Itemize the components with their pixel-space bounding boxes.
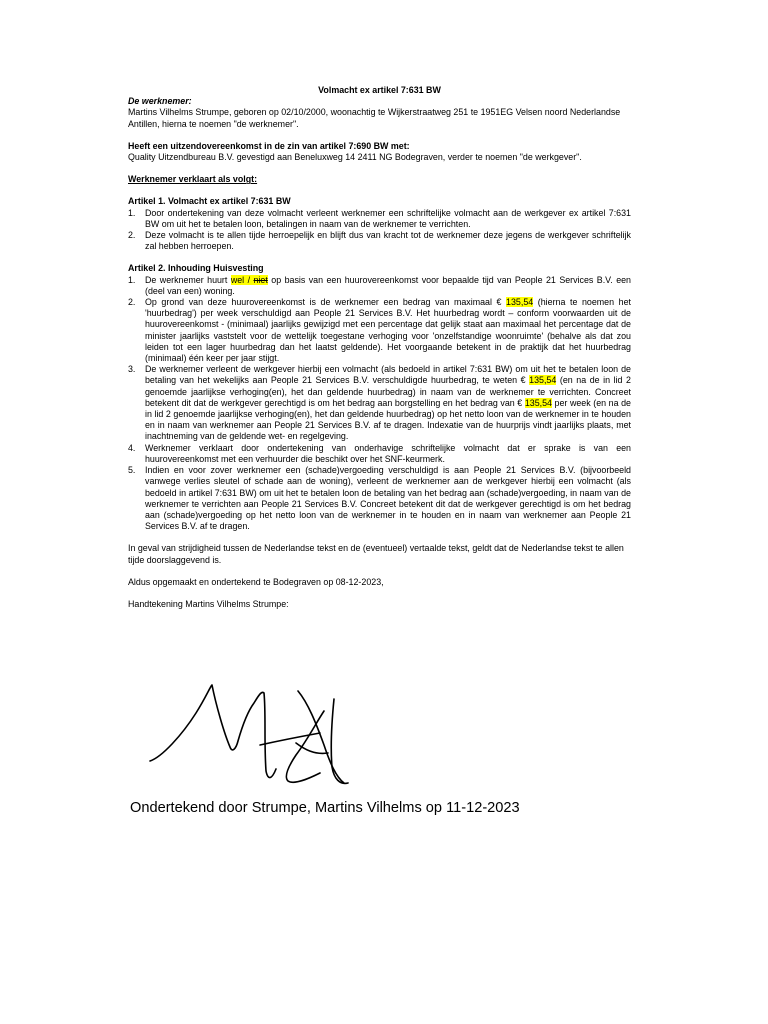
- list-item-text: per week (en na de in lid 2 genoemde jaarlijkse verhoging(en), het dan geldende huurbedrag) op het netto loon van de werknemer in te houden en in naam van werknemer aan People 21 Services B.V. af te dragen. Indexatie van de huurprijs vindt jaarlijks plaats, met inachtneming van de geldende wet- en regelgeving.: [145, 397, 631, 442]
- list-number: 5.: [128, 465, 136, 476]
- list-item: [128, 297, 631, 364]
- list-number: 1.: [128, 207, 136, 218]
- list-item-text: Deze volmacht is te allen tijde herroepelijk en blijft dus van kracht tot de werknemer deze jegens de werkgever schriftelijk zal hebben herroepen.: [145, 230, 631, 252]
- handtekening-label: Handtekening Martins Vilhelms Strumpe:: [128, 598, 289, 609]
- amount-highlight: 135,54: [524, 397, 552, 408]
- list-number: 3.: [128, 364, 136, 375]
- amount-highlight: 135,54: [506, 297, 534, 308]
- werkgever-heading: Heeft een uitzendovereenkomst in de zin van artikel 7:690 BW met:: [128, 140, 410, 151]
- list-item-text: De werknemer verleent de werkgever hierbij een volmacht (als bedoeld in artikel 7:631 BW) om uit het te betalen loon de betaling van het wekelijks aan People 21 Services B.V. verschuldigde huurbedrag, te weten €: [145, 364, 631, 386]
- list-item: [128, 275, 631, 297]
- list-item: [128, 465, 631, 532]
- artikel1-heading: Artikel 1. Volmacht ex artikel 7:631 BW: [128, 196, 291, 207]
- document-body: [128, 85, 631, 610]
- opgemaakt-text: Aldus opgemaakt en ondertekend te Bodegraven op 08-12-2023,: [128, 576, 384, 587]
- list-item-text: Indien en voor zover werknemer een (schade)vergoeding verschuldigd is aan People 21 Services B.V. (bijvoorbeeld vanwege verlies sleutel of schade aan de woning), verleent de werknemer aan de werkgever hierbij een volmacht (als bedoeld in artikel 7:631 BW) om uit het te betalen loon de betaling van het bedrag aan (schade)vergoeding, in naam van de werknemer te verrichten aan People 21 Services B.V. Concreet betekent dit dat de werkgever gerechtigd is om het bedrag aan (schade)vergoeding op het netto loon van de werknemer in te houden en in naam van werknemer aan People 21 Services B.V. af te dragen.: [145, 465, 631, 532]
- werknemer-text: Martins Vilhelms Strumpe, geboren op 02/10/2000, woonachtig te Wijkerstraatweg 251 te 1951EG Velsen noord Nederlandse Antillen, hierna te noemen "de werknemer".: [128, 107, 621, 129]
- signed-by-line: Ondertekend door Strumpe, Martins Vilhelms op 11-12-2023: [130, 800, 520, 816]
- niet-option: niet: [253, 274, 268, 285]
- list-item-text: (en na de in lid 2 genoemde jaarlijkse verhoging(en), het dan geldende huurbedrag) in naam van de werknemer te verrichten. Concreet betekent dit dat de werkgever gerechtigd is om het bedrag aan borgstelling en het bedrag van €: [145, 375, 631, 408]
- artikel1-list: [128, 208, 631, 253]
- wel-niet-highlight: [231, 275, 268, 285]
- list-item-text: op basis van een huurovereenkomst voor bepaalde tijd van People 21 Services B.V. een (deel van een) woning.: [145, 274, 631, 296]
- list-item-text: De werknemer huurt: [145, 274, 231, 285]
- wel-option: wel /: [230, 274, 254, 285]
- werknemer-heading: De werknemer:: [128, 96, 192, 107]
- list-number: 2.: [128, 230, 136, 241]
- list-number: 2.: [128, 297, 136, 308]
- list-number: 4.: [128, 442, 136, 453]
- list-item-text: Op grond van deze huurovereenkomst is de werknemer een bedrag van maximaal €: [145, 297, 507, 308]
- list-item-text: Door ondertekening van deze volmacht verleent werknemer een schriftelijke volmacht aan de werkgever ex artikel 7:631 BW om uit het te betalen loon, betalingen in naam van de werknemer te verrichten.: [145, 207, 631, 229]
- list-item-text: Werknemer verklaart door ondertekening van onderhavige schriftelijke volmacht dat er sprake is van een huurovereenkomst met een verhuurder die beschikt over het SNF-keurmerk.: [145, 442, 631, 464]
- list-number: 1.: [128, 274, 136, 285]
- list-item: [128, 230, 631, 252]
- artikel2-heading: Artikel 2. Inhouding Huisvesting: [128, 263, 264, 274]
- verklaart-heading: Werknemer verklaart als volgt:: [128, 174, 258, 185]
- handwritten-signature: [148, 683, 378, 793]
- werkgever-text: Quality Uitzendbureau B.V. gevestigd aan Beneluxweg 14 2411 NG Bodegraven, verder te noemen "de werkgever".: [128, 152, 582, 163]
- list-item: [128, 443, 631, 465]
- list-item: [128, 208, 631, 230]
- list-item-text: (hierna te noemen het 'huurbedrag') per week verschuldigd aan People 21 Services B.V. Het huurbedrag wordt – conform voorwaarden uit de huurovereenkomst - (minimaal) jaarlijks gewijzigd met een percentage dat gelijk staat aan maximaal het percentage dat de minister jaarlijks vaststelt voor de wettelijk toegestane verhoging voor 'onzelfstandige woonruimte' (behalve als dat zou leiden tot een lager huurbedrag dan het laatst geldende). Het voorgaande betekent in de praktijk dat het huurbedrag (minimaal) één keer per jaar stijgt.: [145, 297, 631, 364]
- amount-highlight: 135,54: [529, 375, 557, 386]
- list-item: [128, 364, 631, 442]
- artikel2-list: [128, 275, 631, 533]
- document-title: Volmacht ex artikel 7:631 BW: [318, 85, 441, 95]
- strijdigheid-text: In geval van strijdigheid tussen de Nederlandse tekst en de (eventueel) vertaalde tekst, geldt dat de Nederlandse tekst te allen tijde doorslaggevend is.: [128, 543, 624, 565]
